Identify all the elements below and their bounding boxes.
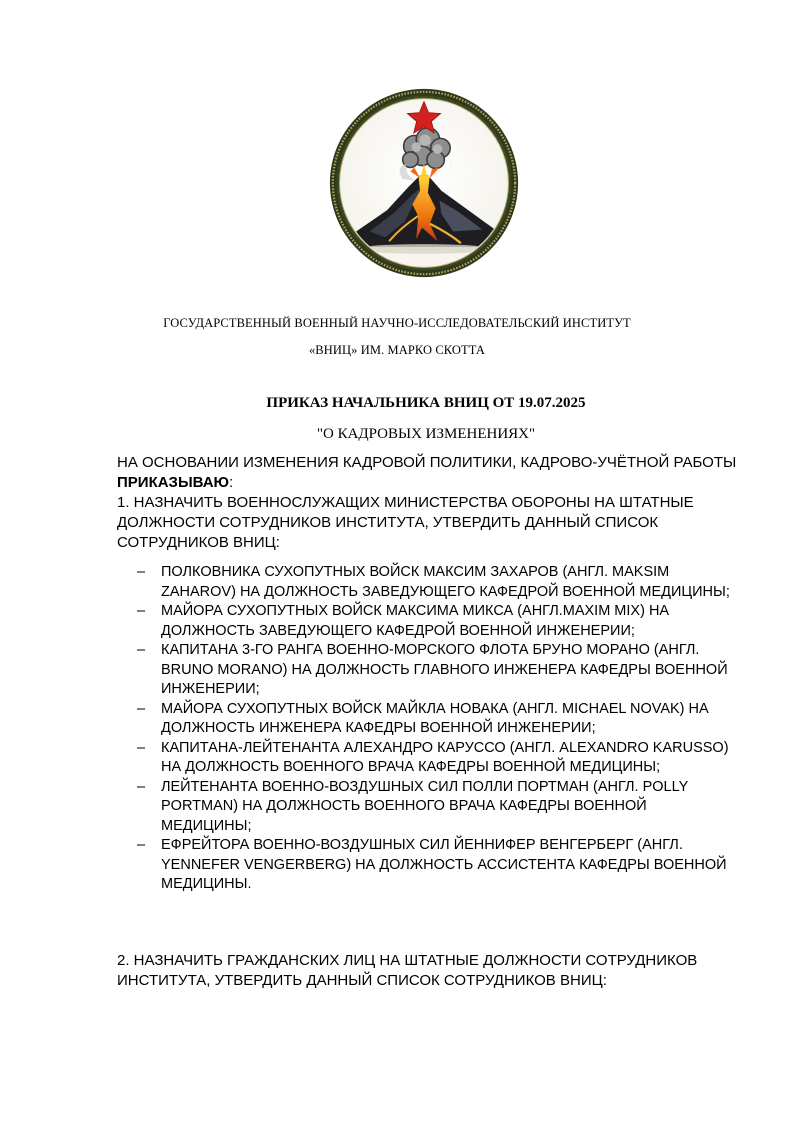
list-item <box>117 700 737 739</box>
list-item-text: ЕФРЕЙТОРА ВОЕННО-ВОЗДУШНЫХ СИЛ ЙЕННИФЕР ВЕНГЕРБЕРГ (АНГЛ. YENNEFER VENGERBERG) НА ДОЛЖНОСТЬ АССИСТЕНТА КАФЕДРЫ ВОЕННОЙ МЕДИЦИНЫ. <box>161 837 727 892</box>
list-item <box>117 563 737 602</box>
list-item-text: МАЙОРА СУХОПУТНЫХ ВОЙСК МАКСИМА МИКСА (АНГЛ.MAXIM MIX) НА ДОЛЖНОСТЬ ЗАВЕДУЮЩЕГО КАФЕДРОЙ ВОЕННОЙ ИНЖЕНЕРИИ; <box>161 603 670 639</box>
bullet-dash: – <box>137 739 146 756</box>
order-subtitle: "О КАДРОВЫХ ИЗМЕНЕНИЯХ" <box>316 426 536 442</box>
list-item <box>117 778 737 837</box>
institute-name-line-2: «ВНИЦ» ИМ. МАРКО СКОТТА <box>308 343 486 357</box>
bullet-dash: – <box>137 603 146 619</box>
bullet-dash: – <box>137 642 146 658</box>
list-item-text: ЛЕЙТЕНАНТА ВОЕННО-ВОЗДУШНЫХ СИЛ ПОЛЛИ ПОРТМАН (АНГЛ. POLLY PORTMAN) НА ДОЛЖНОСТЬ ВОЕННОГО ВРАЧА КАФЕДРЫ ВОЕННОЙ МЕДИЦИНЫ; <box>161 778 689 834</box>
list-item-text: КАПИТАНА 3-ГО РАНГА ВОЕННО-МОРСКОГО ФЛОТА БРУНО МОРАНО (АНГЛ. BRUNO MORANO) НА ДОЛЖНОСТЬ ГЛАВНОГО ИНЖЕНЕРА КАФЕДРЫ ВОЕННОЙ ИНЖЕНЕРИИ; <box>161 642 728 697</box>
volcano-star-emblem-icon <box>327 86 521 280</box>
list-item <box>117 739 737 778</box>
list-item-text: МАЙОРА СУХОПУТНЫХ ВОЙСК МАЙКЛА НОВАКА (АНГЛ. MICHAEL NOVAK) НА ДОЛЖНОСТЬ ИНЖЕНЕРА КАФЕДРЫ ВОЕННОЙ ИНЖЕНЕРИИ; <box>161 700 709 736</box>
list-item <box>117 641 737 700</box>
order-command-word: ПРИКАЗЫВАЮ <box>117 474 230 491</box>
list-item <box>117 836 737 895</box>
institute-name-line-1: ГОСУДАРСТВЕННЫЙ ВОЕННЫЙ НАУЧНО-ИССЛЕДОВАТЕЛЬСКИЙ ИНСТИТУТ <box>163 316 631 330</box>
bullet-dash: – <box>137 837 146 853</box>
order-basis-text: НА ОСНОВАНИИ ИЗМЕНЕНИЯ КАДРОВОЙ ПОЛИТИКИ, КАДРОВО-УЧЁТНОЙ РАБОТЫ <box>117 454 737 471</box>
order-point-1: 1. НАЗНАЧИТЬ ВОЕННОСЛУЖАЩИХ МИНИСТЕРСТВА ОБОРОНЫ НА ШТАТНЫЕ ДОЛЖНОСТИ СОТРУДНИКОВ ИНСТИТУТА, УТВЕРДИТЬ ДАННЫЙ СПИСОК СОТРУДНИКОВ ВНИЦ: <box>117 494 694 551</box>
list-item-text: ПОЛКОВНИКА СУХОПУТНЫХ ВОЙСК МАКСИМ ЗАХАРОВ (АНГЛ. MAKSIM ZAHAROV) НА ДОЛЖНОСТЬ ЗАВЕДУЮЩЕГО КАФЕДРОЙ ВОЕННОЙ МЕДИЦИНЫ; <box>161 564 730 600</box>
bullet-dash: – <box>137 778 146 795</box>
order-point-2: 2. НАЗНАЧИТЬ ГРАЖДАНСКИХ ЛИЦ НА ШТАТНЫЕ ДОЛЖНОСТИ СОТРУДНИКОВ ИНСТИТУТА, УТВЕРДИТЬ ДАННЫЙ СПИСОК СОТРУДНИКОВ ВНИЦ: <box>117 952 698 989</box>
list-item <box>117 602 737 641</box>
appointee-list <box>117 563 737 895</box>
list-item-text: КАПИТАНА-ЛЕЙТЕНАНТА АЛЕХАНДРО КАРУССО (АНГЛ. ALEXANDRO KARUSSO) НА ДОЛЖНОСТЬ ВОЕННОГО ВРАЧА КАФЕДРЫ ВОЕННОЙ МЕДИЦИНЫ; <box>161 739 729 775</box>
bullet-dash: – <box>137 564 146 580</box>
order-basis-paragraph <box>117 453 747 493</box>
order-basis-colon: : <box>229 474 234 491</box>
order-title: ПРИКАЗ НАЧАЛЬНИКА ВНИЦ ОТ 19.07.2025 <box>266 395 586 411</box>
bullet-dash: – <box>137 700 146 717</box>
